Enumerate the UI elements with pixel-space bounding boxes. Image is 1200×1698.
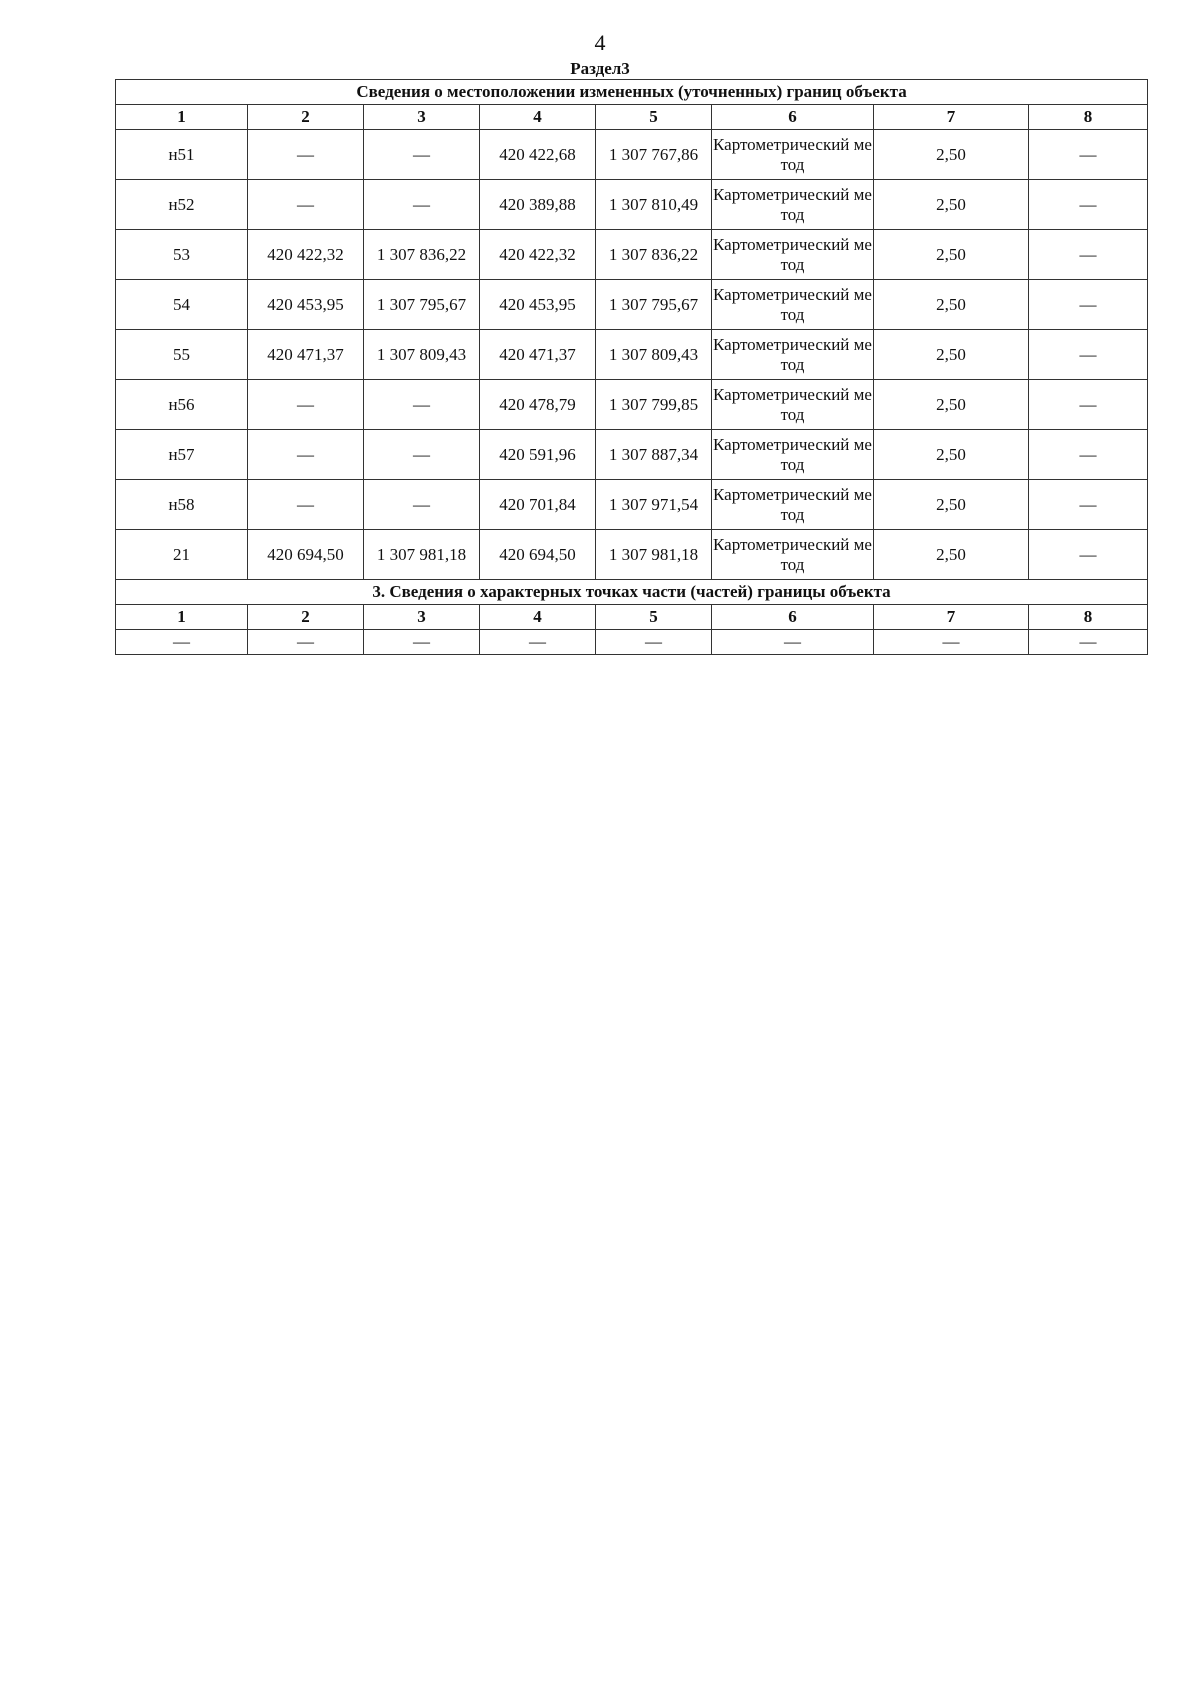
table-cell: — — [248, 480, 364, 530]
table-row — [116, 330, 1148, 380]
table-cell: н58 — [116, 480, 248, 530]
table-cell: 420 422,68 — [480, 130, 596, 180]
table-cell: 420 478,79 — [480, 380, 596, 430]
table2-caption: 3. Сведения о характерных точках части (частей) границы объекта — [116, 580, 1148, 605]
table-row — [116, 380, 1148, 430]
column-header: 8 — [1029, 105, 1148, 130]
table-cell: — — [116, 630, 248, 655]
table-row — [116, 530, 1148, 580]
column-header: 1 — [116, 605, 248, 630]
table-cell: 2,50 — [874, 280, 1029, 330]
table-cell: — — [364, 430, 480, 480]
table-cell: 53 — [116, 230, 248, 280]
table-cell: — — [874, 630, 1029, 655]
table-cell: Картометрический метод — [712, 380, 874, 430]
table-cell: Картометрический метод — [712, 530, 874, 580]
table-cell: — — [1029, 380, 1148, 430]
table-cell: — — [712, 630, 874, 655]
table-row — [116, 430, 1148, 480]
column-header: 4 — [480, 605, 596, 630]
table-cell: — — [1029, 280, 1148, 330]
table-cell: 420 471,37 — [248, 330, 364, 380]
table-cell: — — [364, 180, 480, 230]
table-cell: 420 694,50 — [480, 530, 596, 580]
table-cell: 420 422,32 — [480, 230, 596, 280]
table-cell: 2,50 — [874, 330, 1029, 380]
table-cell: — — [1029, 530, 1148, 580]
column-header: 6 — [712, 605, 874, 630]
table-cell: 2,50 — [874, 430, 1029, 480]
table-cell: 2,50 — [874, 380, 1029, 430]
table-cell: Картометрический метод — [712, 230, 874, 280]
table-cell: 1 307 971,54 — [596, 480, 712, 530]
table-cell: 420 389,88 — [480, 180, 596, 230]
table-cell: 1 307 836,22 — [364, 230, 480, 280]
table-cell: 1 307 767,86 — [596, 130, 712, 180]
table-cell: 1 307 795,67 — [596, 280, 712, 330]
table-cell: 2,50 — [874, 480, 1029, 530]
table-cell: 420 453,95 — [480, 280, 596, 330]
table-cell: 1 307 809,43 — [364, 330, 480, 380]
column-header: 5 — [596, 605, 712, 630]
table-cell: 420 453,95 — [248, 280, 364, 330]
table-cell: 1 307 981,18 — [596, 530, 712, 580]
table-cell: — — [364, 380, 480, 430]
table-cell: 420 471,37 — [480, 330, 596, 380]
table-cell: Картометрический метод — [712, 430, 874, 480]
table-row — [116, 630, 1148, 655]
table-cell: 21 — [116, 530, 248, 580]
table-cell: — — [248, 430, 364, 480]
table-cell: — — [248, 130, 364, 180]
table-cell: 2,50 — [874, 230, 1029, 280]
table-cell: 2,50 — [874, 530, 1029, 580]
table-cell: Картометрический метод — [712, 180, 874, 230]
column-header: 2 — [248, 105, 364, 130]
table1-caption-row — [116, 80, 1148, 105]
section-title: Раздел3 — [570, 59, 630, 78]
table-cell: — — [248, 630, 364, 655]
table-cell: 55 — [116, 330, 248, 380]
table-row — [116, 230, 1148, 280]
table-cell: 1 307 809,43 — [596, 330, 712, 380]
table-cell: 420 694,50 — [248, 530, 364, 580]
table-cell: н57 — [116, 430, 248, 480]
column-header: 8 — [1029, 605, 1148, 630]
table-cell: 1 307 810,49 — [596, 180, 712, 230]
table-cell: 1 307 799,85 — [596, 380, 712, 430]
table-cell: 420 701,84 — [480, 480, 596, 530]
table-cell: н56 — [116, 380, 248, 430]
table-cell: — — [248, 180, 364, 230]
table-cell: — — [1029, 130, 1148, 180]
table-cell: 2,50 — [874, 180, 1029, 230]
table-cell: н52 — [116, 180, 248, 230]
table-cell: — — [1029, 430, 1148, 480]
table-cell: — — [248, 380, 364, 430]
table-cell: 420 591,96 — [480, 430, 596, 480]
table-cell: Картометрический метод — [712, 480, 874, 530]
table-row — [116, 480, 1148, 530]
table-cell: 1 307 887,34 — [596, 430, 712, 480]
column-header: 3 — [364, 105, 480, 130]
column-header: 2 — [248, 605, 364, 630]
column-header: 6 — [712, 105, 874, 130]
column-header: 1 — [116, 105, 248, 130]
table-cell: Картометрический метод — [712, 130, 874, 180]
table-cell: — — [1029, 330, 1148, 380]
table-cell: — — [1029, 230, 1148, 280]
table-cell: 54 — [116, 280, 248, 330]
table-cell: — — [1029, 180, 1148, 230]
column-header: 7 — [874, 605, 1029, 630]
table-cell: — — [480, 630, 596, 655]
table-cell: н51 — [116, 130, 248, 180]
column-header: 7 — [874, 105, 1029, 130]
table-cell: 1 307 836,22 — [596, 230, 712, 280]
table-cell: 2,50 — [874, 130, 1029, 180]
table-cell: — — [364, 130, 480, 180]
table-cell: Картометрический метод — [712, 280, 874, 330]
column-header: 5 — [596, 105, 712, 130]
table-row — [116, 180, 1148, 230]
table-cell: — — [364, 630, 480, 655]
boundary-table — [115, 79, 1148, 655]
table-cell: — — [596, 630, 712, 655]
table-row — [116, 130, 1148, 180]
table-cell: — — [1029, 480, 1148, 530]
table-cell: 1 307 795,67 — [364, 280, 480, 330]
table2-header-row — [116, 605, 1148, 630]
table-row — [116, 280, 1148, 330]
table-cell: — — [1029, 630, 1148, 655]
page-number: 4 — [594, 30, 606, 55]
table-cell: — — [364, 480, 480, 530]
table-cell: 1 307 981,18 — [364, 530, 480, 580]
table-cell: 420 422,32 — [248, 230, 364, 280]
column-header: 4 — [480, 105, 596, 130]
table1-caption: Сведения о местоположении измененных (уточненных) границ объекта — [116, 80, 1148, 105]
column-header: 3 — [364, 605, 480, 630]
table1-header-row — [116, 105, 1148, 130]
table-cell: Картометрический метод — [712, 330, 874, 380]
table2-caption-row — [116, 580, 1148, 605]
